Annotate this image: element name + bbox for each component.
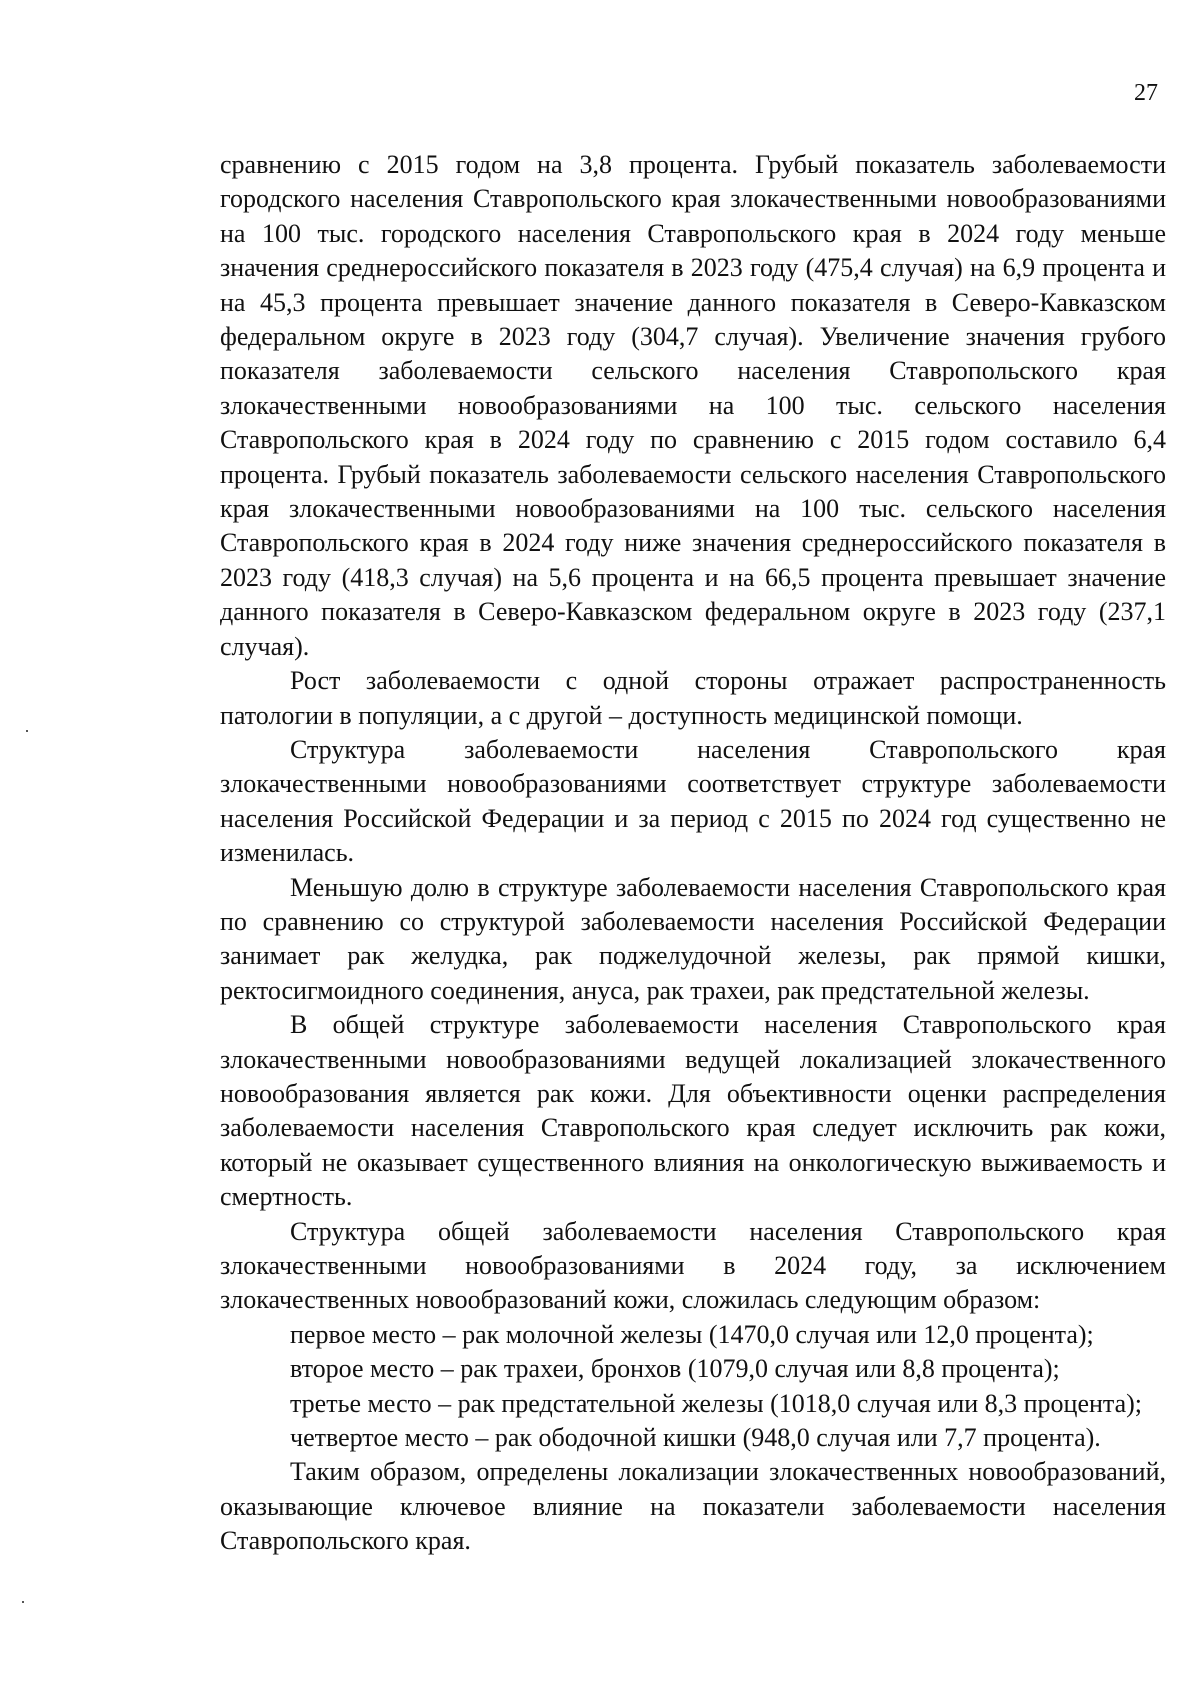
list-item: второе место – рак трахеи, бронхов (1079,0 случая или 8,8 процента); (290, 1354, 1060, 1384)
paragraph: Таким образом, определены локализации злокачественных новообразований, оказывающие ключевое влияние на показатели заболеваемости населения Ставропольского края. (220, 1457, 1166, 1556)
paragraph: В общей структуре заболеваемости населения Ставропольского края злокачественными новообразованиями ведущей локализацией злокачественного новообразования является рак кожи. Для объективности оценки распределения заболеваемости населения Ставропольского края следует исключить рак кожи, который не оказывает существенного влияния на онкологическую выживаемость и смертность. (220, 1010, 1166, 1212)
scan-speck (26, 730, 28, 732)
paragraph: Структура заболеваемости населения Ставропольского края злокачественными новообразованиями соответствует структуре заболеваемости населения Российской Федерации и за период с 2015 по 2024 год существенно не изменилась. (220, 734, 1166, 868)
page-number: 27 (1134, 80, 1158, 106)
paragraph: Структура общей заболеваемости населения Ставропольского края злокачественными новообразованиями в 2024 году, за исключением злокачественных новообразований кожи, сложилась следующим образом: (220, 1216, 1166, 1315)
paragraph: сравнению с 2015 годом на 3,8 процента. Грубый показатель заболеваемости городского населения Ставропольского края злокачественными новообразованиями на 100 тыс. городского населения Ставропольского края в 2024 году меньше значения среднероссийского показателя в 2023 году (475,4 случая) на 6,9 процента и на 45,3 процента превышает значение данного показателя в Северо-Кавказском федеральном округе в 2023 году (304,7 случая). Увеличение значения грубого показателя заболеваемости сельского населения Ставропольского края злокачественными новообразованиями на 100 тыс. сельского населения Ставропольского края в 2024 году по сравнению с 2015 годом составило 6,4 процента. Грубый показатель заболеваемости сельского населения Ставропольского края злокачественными новообразованиями на 100 тыс. сельского населения Ставропольского края в 2024 году ниже значения среднероссийского показателя в 2023 году (418,3 случая) на 5,6 процента и на 66,5 процента превышает значение данного показателя в Северо-Кавказском федеральном округе в 2023 году (237,1 случая). (220, 150, 1166, 661)
list-item: первое место – рак молочной железы (1470,0 случая или 12,0 процента); (290, 1319, 1094, 1349)
list-item: третье место – рак предстательной железы (1018,0 случая или 8,3 процента); (290, 1388, 1143, 1418)
scan-speck (22, 1601, 24, 1603)
paragraph: Рост заболеваемости с одной стороны отражает распространенность патологии в популяции, а с другой – доступность медицинской помощи. (220, 666, 1166, 730)
body-text (220, 148, 1166, 1559)
list-item: четвертое место – рак ободочной кишки (948,0 случая или 7,7 процента). (290, 1423, 1101, 1453)
paragraph: Меньшую долю в структуре заболеваемости населения Ставропольского края по сравнению со структурой заболеваемости населения Российской Федерации занимает рак желудка, рак поджелудочной железы, рак прямой кишки, ректосигмоидного соединения, ануса, рак трахеи, рак предстательной железы. (220, 872, 1166, 1005)
